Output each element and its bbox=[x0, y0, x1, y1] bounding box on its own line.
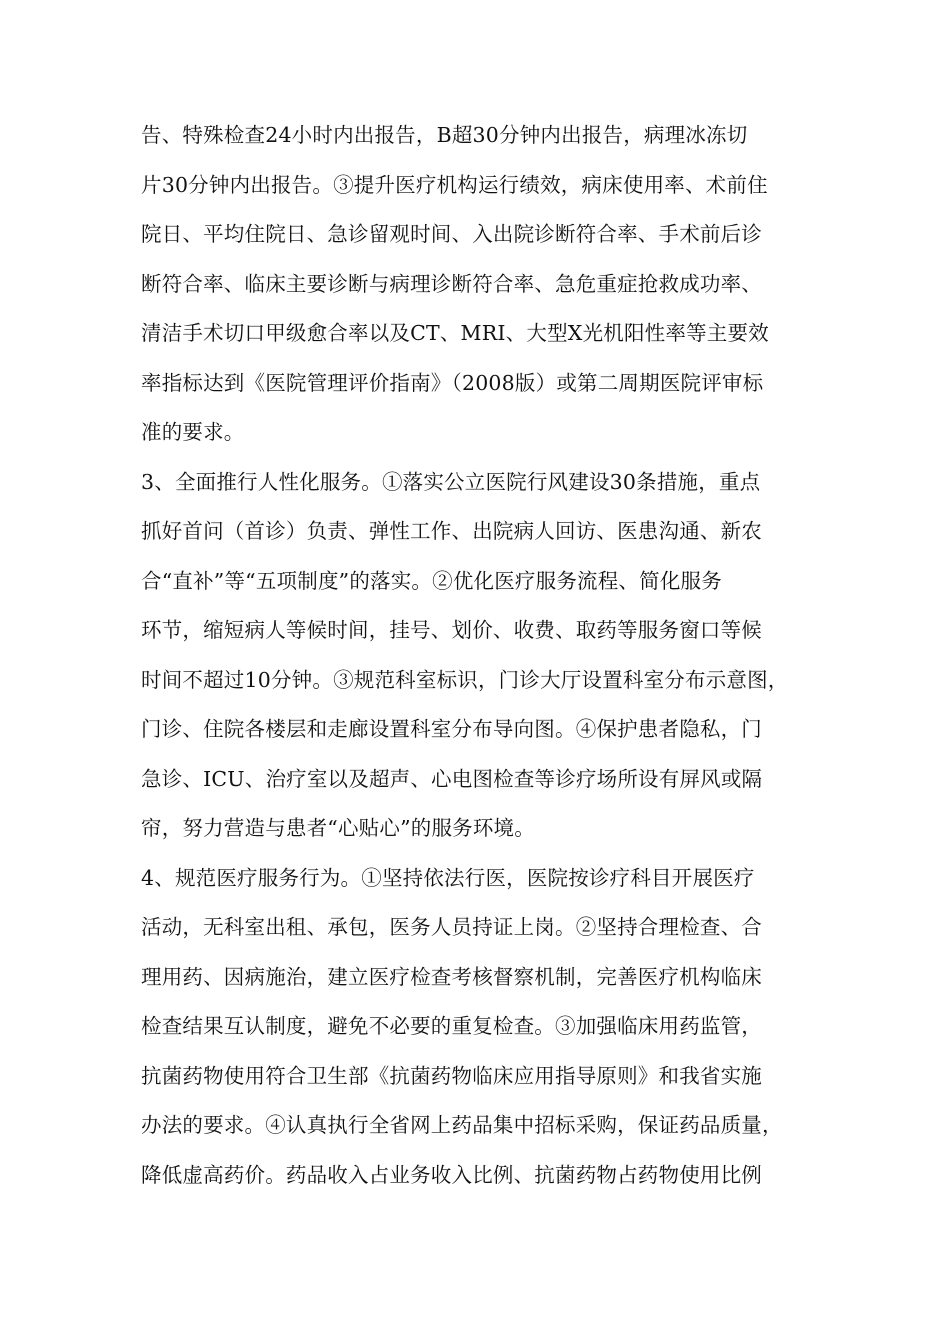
text-line: 清洁手术切口甲级愈合率以及CT、MRI、大型X光机阳性率等主要效 bbox=[141, 321, 769, 345]
section-3-heading-line: 3、全面推行人性化服务。①落实公立医院行风建设30条措施，重点 bbox=[141, 469, 761, 494]
text-line: 断符合率、临床主要诊断与病理诊断符合率、急危重症抢救成功率、 bbox=[141, 271, 762, 296]
text-line: 抗菌药物使用符合卫生部《抗菌药物临床应用指导原则》和我省实施 bbox=[141, 1063, 762, 1088]
text-line: 理用药、因病施治，建立医疗检查考核督察机制，完善医疗机构临床 bbox=[141, 964, 762, 989]
text-line: 合“直补”等“五项制度”的落实。②优化医疗服务流程、简化服务 bbox=[141, 568, 722, 593]
text-line: 帘，努力营造与患者“心贴心”的服务环境。 bbox=[141, 816, 535, 840]
text-line: 告、特殊检查24小时内出报告，B超30分钟内出报告，病理冰冻切 bbox=[141, 123, 748, 147]
text-line: 准的要求。 bbox=[141, 420, 245, 444]
text-line: 率指标达到《医院管理评价指南》（2008版）或第二周期医院评审标 bbox=[141, 370, 764, 395]
text-line: 急诊、ICU、治疗室以及超声、心电图检查等诊疗场所设有屏风或隔 bbox=[141, 766, 763, 791]
text-line: 抓好首问（首诊）负责、弹性工作、出院病人回访、医患沟通、新农 bbox=[141, 519, 762, 543]
text-line: 片30分钟内出报告。③提升医疗机构运行绩效，病床使用率、术前住 bbox=[141, 172, 768, 197]
section-4-heading-line: 4、规范医疗服务行为。①坚持依法行医，医院按诊疗科目开展医疗 bbox=[141, 865, 755, 890]
text-line: 活动，无科室出租、承包，医务人员持证上岗。②坚持合理检查、合 bbox=[141, 915, 762, 939]
text-line: 检查结果互认制度，避免不必要的重复检查。③加强临床用药监管， bbox=[141, 1014, 762, 1038]
body-text bbox=[141, 111, 841, 1200]
text-line: 降低虚高药价。药品收入占业务收入比例、抗菌药物占药物使用比例 bbox=[141, 1162, 762, 1187]
text-line: 时间不超过10分钟。③规范科室标识，门诊大厅设置科室分布示意图， bbox=[141, 667, 789, 692]
text-line: 院日、平均住院日、急诊留观时间、入出院诊断符合率、手术前后诊 bbox=[141, 222, 762, 246]
text-line: 办法的要求。④认真执行全省网上药品集中招标采购，保证药品质量， bbox=[141, 1113, 783, 1137]
text-line: 门诊、住院各楼层和走廊设置科室分布导向图。④保护患者隐私，门 bbox=[141, 717, 762, 741]
text-line: 环节，缩短病人等候时间，挂号、划价、收费、取药等服务窗口等候 bbox=[141, 618, 762, 642]
